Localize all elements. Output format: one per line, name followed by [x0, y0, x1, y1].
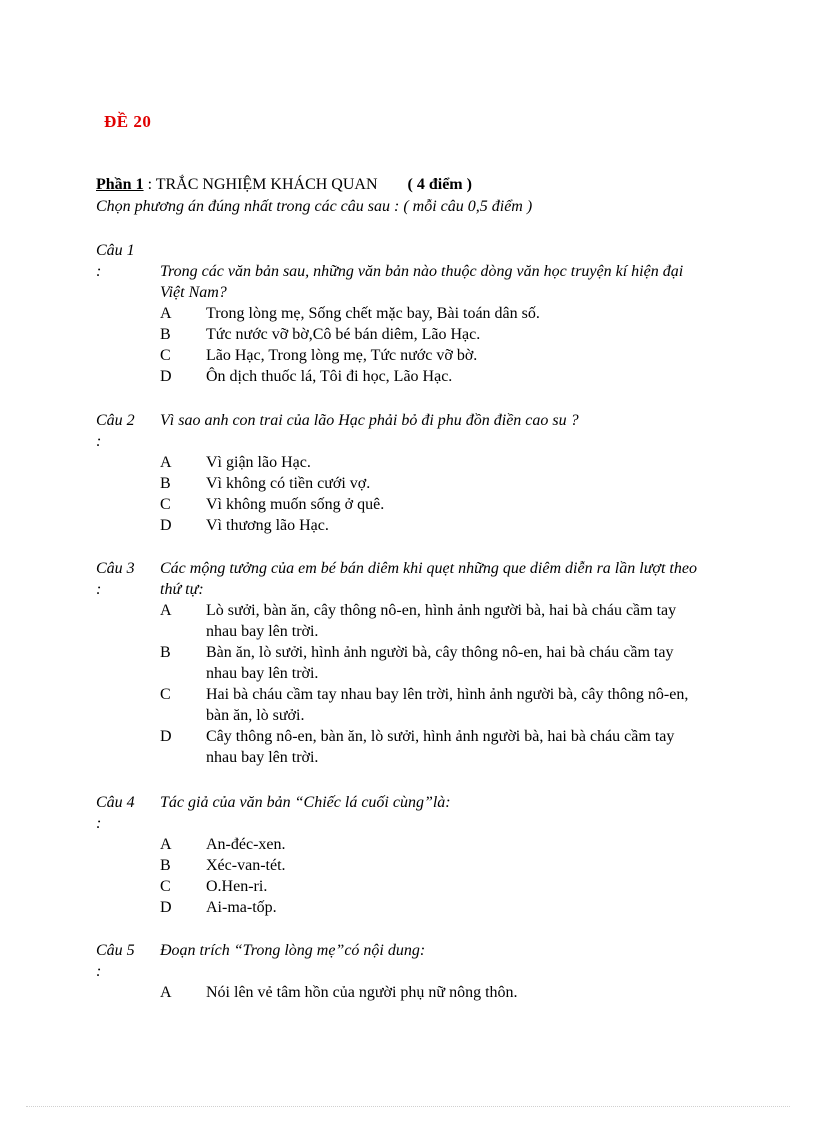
option-text: Cây thông nô-en, bàn ăn, lò sưởi, hình ảnh người bà, hai bà cháu cầm tay nhau bay lên trời.: [206, 728, 675, 766]
option-text: O.Hen-ri.: [206, 878, 268, 895]
part-points: ( 4 điểm ): [407, 176, 472, 193]
option-letter: A: [160, 602, 172, 619]
options-list: [160, 303, 716, 387]
option-letter: A: [160, 984, 172, 1001]
option-letter: B: [160, 475, 171, 492]
option-letter: D: [160, 899, 172, 916]
option-b: [160, 855, 696, 876]
option-text: Ôn dịch thuốc lá, Tôi đi học, Lão Hạc.: [206, 368, 453, 385]
options-list: [160, 452, 716, 536]
option-b: [160, 642, 696, 684]
option-b: [160, 473, 696, 494]
part-separator: :: [143, 176, 156, 193]
question-stem: Tác giả của văn bản “Chiếc lá cuối cùng”là:: [160, 794, 451, 811]
option-letter: B: [160, 857, 171, 874]
option-d: [160, 366, 696, 387]
question-stem: Các mộng tưởng của em bé bán diêm khi quẹt những que diêm diễn ra lần lượt theo thứ tự:: [160, 560, 697, 598]
options-list: [160, 982, 716, 1003]
option-text: Hai bà cháu cầm tay nhau bay lên trời, hình ảnh người bà, cây thông nô-en, bàn ăn, lò sưởi.: [206, 686, 689, 724]
option-letter: C: [160, 496, 171, 513]
option-text: An-đéc-xen.: [206, 836, 286, 853]
question-2: [96, 410, 716, 536]
option-letter: D: [160, 517, 172, 534]
option-text: Vì giận lão Hạc.: [206, 454, 311, 471]
option-b: [160, 324, 696, 345]
question-stem: Trong các văn bản sau, những văn bản nào thuộc dòng văn học truyện kí hiện đại Việt Nam?: [160, 263, 684, 301]
option-letter: B: [160, 644, 171, 661]
option-text: Lão Hạc, Trong lòng mẹ, Tức nước vỡ bờ.: [206, 347, 478, 364]
option-text: Vì không muốn sống ở quê.: [206, 496, 385, 513]
option-text: Vì không có tiền cưới vợ.: [206, 475, 371, 492]
option-a: [160, 834, 696, 855]
option-letter: C: [160, 686, 171, 703]
option-text: Ai-ma-tốp.: [206, 899, 277, 916]
options-list: [160, 600, 716, 768]
option-a: [160, 452, 696, 473]
option-text: Tức nước vỡ bờ,Cô bé bán diêm, Lão Hạc.: [206, 326, 481, 343]
page-bottom-border: [26, 1106, 790, 1107]
option-text: Bàn ăn, lò sưởi, hình ảnh người bà, cây thông nô-en, hai bà cháu cầm tay nhau bay lên trời.: [206, 644, 674, 682]
option-text: Vì thương lão Hạc.: [206, 517, 329, 534]
question-stem: Vì sao anh con trai của lão Hạc phải bỏ đi phu đồn điền cao su ?: [160, 412, 579, 429]
question-3: [96, 558, 716, 768]
option-c: [160, 876, 696, 897]
question-1: [96, 240, 716, 387]
option-letter: A: [160, 305, 172, 322]
option-letter: C: [160, 878, 171, 895]
option-d: [160, 726, 696, 768]
option-text: Lò sưởi, bàn ăn, cây thông nô-en, hình ảnh người bà, hai bà cháu cầm tay nhau bay lên trời.: [206, 602, 677, 640]
option-c: [160, 494, 696, 515]
option-letter: A: [160, 454, 172, 471]
option-letter: A: [160, 836, 172, 853]
option-letter: D: [160, 728, 172, 745]
question-number: Câu 2 :: [96, 412, 135, 450]
option-d: [160, 515, 696, 536]
option-c: [160, 684, 696, 726]
instruction: Chọn phương án đúng nhất trong các câu sau : ( mỗi câu 0,5 điểm ): [96, 198, 533, 215]
option-a: [160, 982, 696, 1003]
option-text: Nói lên vẻ tâm hồn của người phụ nữ nông thôn.: [206, 984, 518, 1001]
option-text: Xéc-van-tét.: [206, 857, 286, 874]
question-5: [96, 940, 716, 1003]
question-number: Câu 1 :: [96, 242, 135, 280]
question-number: Câu 4 :: [96, 794, 135, 832]
option-text: Trong lòng mẹ, Sống chết mặc bay, Bài toán dân số.: [206, 305, 540, 322]
question-4: [96, 792, 716, 918]
question-stem: Đoạn trích “Trong lòng mẹ”có nội dung:: [160, 942, 426, 959]
question-number: Câu 5 :: [96, 942, 135, 980]
question-number: Câu 3 :: [96, 560, 135, 598]
option-c: [160, 345, 696, 366]
option-d: [160, 897, 696, 918]
options-list: [160, 834, 716, 918]
option-a: [160, 303, 696, 324]
option-letter: B: [160, 326, 171, 343]
part-label: Phần 1: [96, 176, 144, 193]
exam-title: ĐỀ 20: [104, 112, 152, 131]
part-heading: [96, 176, 472, 194]
option-letter: C: [160, 347, 171, 364]
option-letter: D: [160, 368, 172, 385]
part-name: TRẮC NGHIỆM KHÁCH QUAN: [155, 176, 378, 193]
option-a: [160, 600, 696, 642]
